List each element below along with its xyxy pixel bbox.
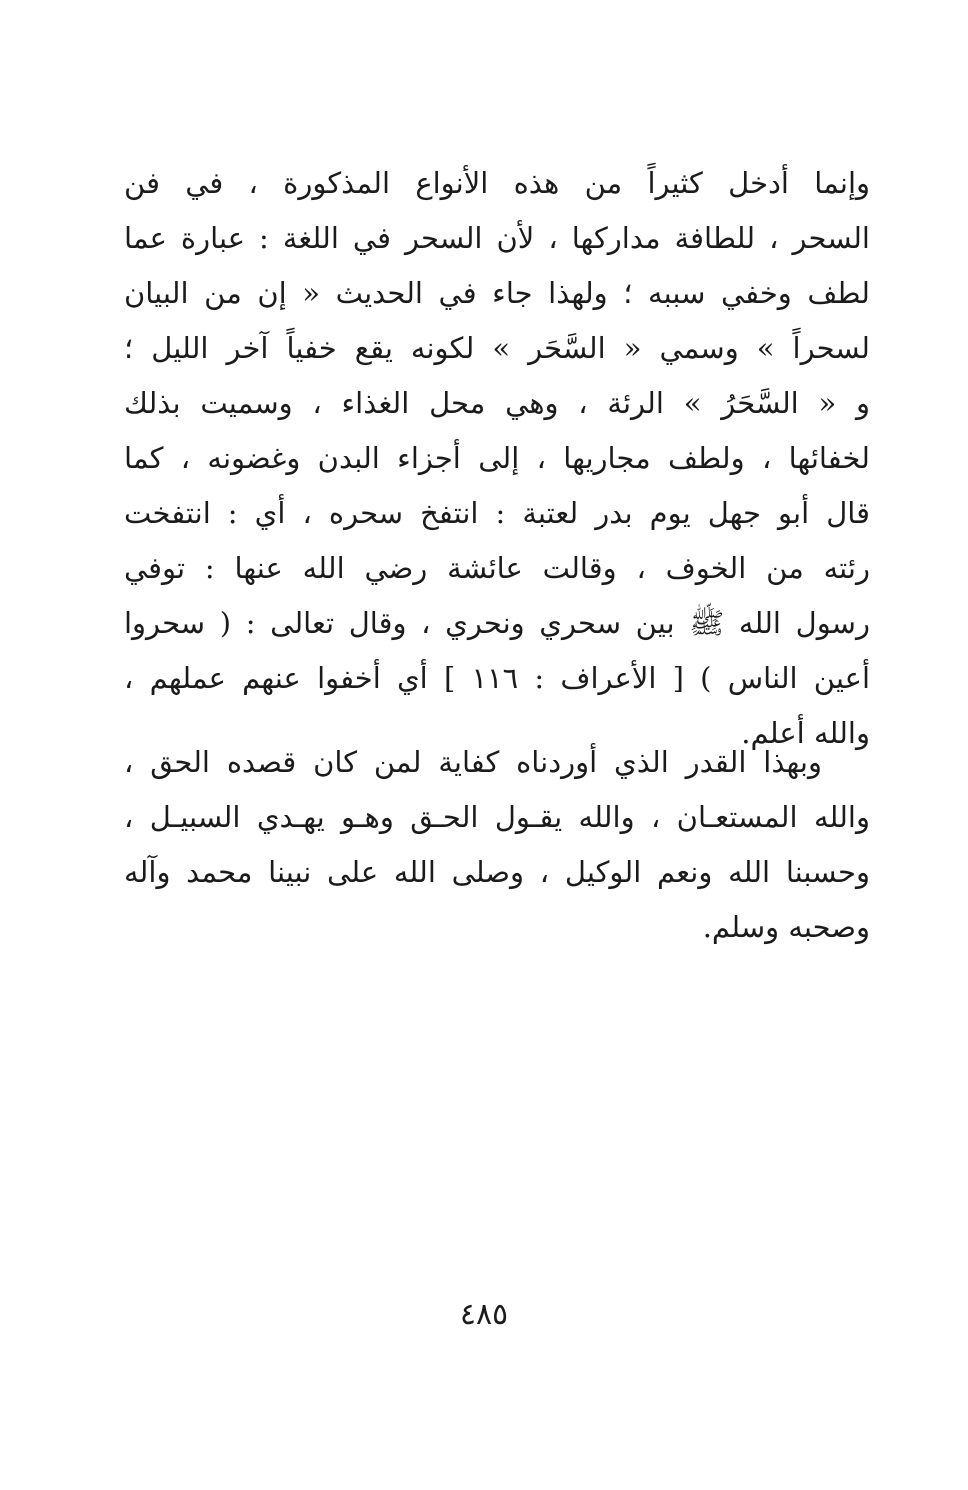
text-line: و « السَّحَرُ » الرئة ، وهي محل الغذاء ، وسميت بذلك <box>124 386 870 420</box>
text-line: وبهذا القدر الذي أوردناه كفاية لمن كان قصده الحق ، <box>124 745 822 779</box>
text-line: والله أعلم. <box>741 716 870 750</box>
paragraph-2 <box>124 735 870 955</box>
text-line: وإنما أدخل كثيراً من هذه الأنواع المذكورة ، في فن <box>124 166 870 200</box>
text-line: لسحراً » وسمي « السَّحَر » لكونه يقع خفياً آخر الليل ؛ <box>124 331 870 365</box>
paragraph-1 <box>124 156 870 761</box>
text-line: رئته من الخوف ، وقالت عائشة رضي الله عنها : توفي <box>124 551 870 585</box>
text-line: قال أبو جهل يوم بدر لعتبة : انتفخ سحره ، أي : انتفخت <box>124 496 870 530</box>
text-line: والله المستعـان ، والله يقـول الحـق وهـو يهـدي السبيـل ، <box>124 800 870 834</box>
text-line: وصحبه وسلم. <box>702 910 870 944</box>
text-line: لخفائها ، ولطف مجاريها ، إلى أجزاء البدن وغضونه ، كما <box>124 441 870 475</box>
page-number: ٤٨٥ <box>459 1297 509 1332</box>
text-line: السحر ، للطافة مداركها ، لأن السحر في اللغة : عبارة عما <box>124 221 870 255</box>
text-line: رسول الله ﷺ بين سحري ونحري ، وقال تعالى : ( سحروا <box>124 606 870 640</box>
text-line: وحسبنا الله ونعم الوكيل ، وصلى الله على نبينا محمد وآله <box>124 855 870 889</box>
text-line: أعين الناس ) [ الأعراف : ١١٦ ] أي أخفوا عنهم عملهم ، <box>124 661 870 695</box>
text-line: لطف وخفي سببه ؛ ولهذا جاء في الحديث « إن من البيان <box>124 276 870 310</box>
